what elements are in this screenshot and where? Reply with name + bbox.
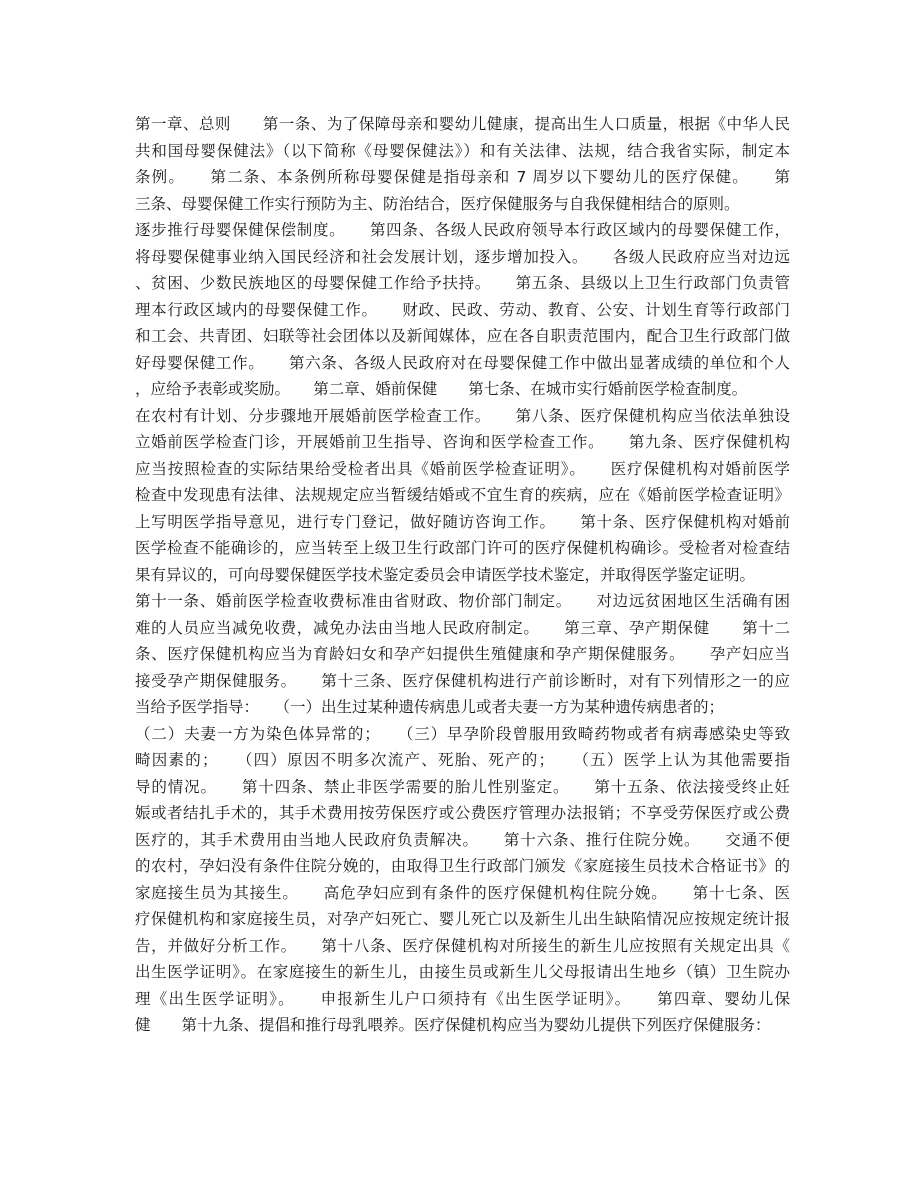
regulation-body-text [135,111,790,1039]
text-line: 第一章、总则 第一条、为了保障母亲和婴幼儿健康，提高出生人口质量，根据《中华人民 [135,115,790,133]
text-line: 理《出生医学证明》。 申报新生儿户口须持有《出生医学证明》。 第四章、婴幼儿保 [135,989,790,1008]
text-line: 立婚前医学检查门诊，开展婚前卫生指导、咨询和医学检查工作。 第九条、医疗保健机构 [135,433,790,451]
text-line: 医疗的，其手术费用由当地人民政府负责解决。 第十六条、推行住院分娩。 交通不便 [135,830,790,849]
text-line: 条例。 第二条、本条例所称母婴保健是指母亲和 7 周岁以下婴幼儿的医疗保健。 第 [135,168,790,186]
text-line: 在农村有计划、分步骤地开展婚前医学检查工作。 第八条、医疗保健机构应当依法单独设 [135,406,790,425]
text-line: 好母婴保健工作。 第六条、各级人民政府对在母婴保健工作中做出显著成绩的单位和个人 [135,353,790,372]
text-line: 出生医学证明》。在家庭接生的新生儿，由接生员或新生儿父母报请出生地乡（镇）卫生院办 [135,963,790,981]
text-line: 第十一条、婚前医学检查收费标准由省财政、物价部门制定。 对边远贫困地区生活确有困 [135,592,790,610]
text-line: （二）夫妻一方为染色体异常的； （三）早孕阶段曾服用致畸药物或者有病毒感染史等致 [135,724,790,743]
text-line: 和工会、共青团、妇联等社会团体以及新闻媒体，应在各自职责范围内，配合卫生行政部门做 [135,327,790,345]
text-line: 娠或者结扎手术的，其手术费用按劳保医疗或公费医疗管理办法报销；不享受劳保医疗或公费 [135,804,790,822]
text-line: 健 第十九条、提倡和推行母乳喂养。医疗保健机构应当为婴幼儿提供下列医疗保健服务： [135,1016,771,1034]
text-line: 检查中发现患有法律、法规规定应当暂缓结婚或不宜生育的疾病，应在《婚前医学检查证明》 [135,486,790,504]
text-line: 应当按照检查的实际结果给受检者出具《婚前医学检查证明》。 医疗保健机构对婚前医学 [135,459,790,478]
text-line: 果有异议的，可向母婴保健医学技术鉴定委员会申请医学技术鉴定，并取得医学鉴定证明。 [135,565,756,584]
text-line: ，应给予表彰或奖励。 第二章、婚前保健 第七条、在城市实行婚前医学检查制度。 [135,380,748,398]
text-line: 理本行政区域内的母婴保健工作。 财政、民政、劳动、教育、公安、计划生育等行政部门 [135,300,790,319]
text-line: 告，并做好分析工作。 第十八条、医疗保健机构对所接生的新生儿应按照有关规定出具《 [135,936,790,955]
text-line: 接受孕产期保健服务。 第十三条、医疗保健机构进行产前诊断时，对有下列情形之一的应 [135,671,790,690]
text-line: 共和国母婴保健法》（以下简称《母婴保健法》）和有关法律、法规，结合我省实际，制定本 [135,141,790,160]
text-line: 当给予医学指导： （一）出生过某种遗传病患儿或者夫妻一方为某种遗传病患者的； [135,698,725,716]
text-line: 医学检查不能确诊的，应当转至上级卫生行政部门许可的医疗保健机构确诊。受检者对检查结 [135,539,790,557]
text-line: 逐步推行母婴保健保偿制度。 第四条、各级人民政府领导本行政区域内的母婴保健工作， [135,221,790,239]
text-line: 疗保健机构和家庭接生员，对孕产妇死亡、婴儿死亡以及新生儿出生缺陷情况应按规定统计报 [135,910,790,928]
text-line: 将母婴保健事业纳入国民经济和社会发展计划，逐步增加投入。 各级人民政府应当对边远 [135,247,790,266]
text-line: 条、医疗保健机构应当为育龄妇女和孕产妇提供生殖健康和孕产期保健服务。 孕产妇应当 [135,645,790,663]
text-line: 难的人员应当减免收费，减免办法由当地人民政府制定。 第三章、孕产期保健 第十二 [135,618,790,637]
text-line: 家庭接生员为其接生。 高危孕妇应到有条件的医疗保健机构住院分娩。 第十七条、医 [135,883,790,902]
text-line: 畸因素的； （四）原因不明多次流产、死胎、死产的； （五）医学上认为其他需要指 [135,751,790,769]
text-line: 的农村，孕妇没有条件住院分娩的，由取得卫生行政部门颁发《家庭接生员技术合格证书》的 [135,857,790,875]
text-line: 、贫困、少数民族地区的母婴保健工作给予扶持。 第五条、县级以上卫生行政部门负责管 [135,274,790,292]
text-line: 导的情况。 第十四条、禁止非医学需要的胎儿性别鉴定。 第十五条、依法接受终止妊 [135,777,790,796]
text-line: 三条、母婴保健工作实行预防为主、防治结合，医疗保健服务与自我保健相结合的原则。 [135,194,740,213]
text-line: 上写明医学指导意见，进行专门登记，做好随访咨询工作。 第十条、医疗保健机构对婚前 [135,512,790,531]
